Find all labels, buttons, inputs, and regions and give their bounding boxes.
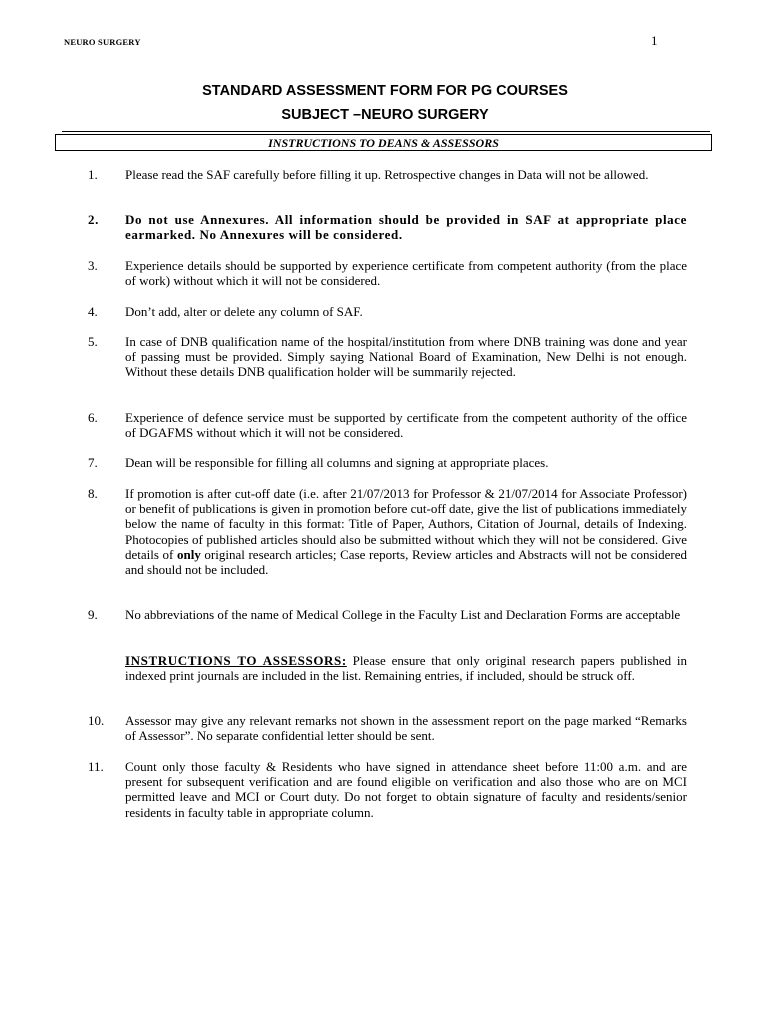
item-number: 5. bbox=[88, 334, 98, 349]
running-header: NEURO SURGERY bbox=[64, 37, 141, 47]
page-subtitle: SUBJECT –NEURO SURGERY bbox=[281, 107, 489, 123]
item-text: Assessor may give any relevant remarks not shown in the assessment report on the page marked “Remarks of Assessor”. No separate confidential letter should be sent. bbox=[125, 713, 687, 744]
assessors-instructions bbox=[125, 653, 687, 683]
item-number: 4. bbox=[88, 304, 98, 319]
instructions-heading: INSTRUCTIONS TO DEANS & ASSESSORS bbox=[55, 134, 712, 151]
item-text: Do not use Annexures. All information should be provided in SAF at appropriate place earmarked. No Annexures will be considered. bbox=[125, 212, 687, 243]
item-text: Dean will be responsible for filling all columns and signing at appropriate places. bbox=[125, 455, 549, 470]
item-number: 11. bbox=[88, 759, 104, 774]
item-number: 3. bbox=[88, 258, 98, 273]
item-number: 8. bbox=[88, 486, 98, 501]
item-number: 10. bbox=[88, 713, 105, 728]
item-number: 6. bbox=[88, 410, 98, 425]
emphasis-only: only bbox=[176, 546, 201, 562]
item-number: 1. bbox=[88, 167, 98, 182]
item-text: Don’t add, alter or delete any column of SAF. bbox=[125, 304, 363, 319]
item-number: 7. bbox=[88, 455, 98, 470]
item-number: 2. bbox=[88, 212, 99, 227]
title-rule bbox=[62, 131, 710, 132]
item-text: In case of DNB qualification name of the hospital/institution from where DNB training was done and year of passing must be provided. Simply saying National Board of Examination, New Delhi is not enough. Without these details DNB qualification holder will be summarily rejected. bbox=[125, 334, 687, 380]
item-text: No abbreviations of the name of Medical College in the Faculty List and Declaration Forms are acceptable bbox=[125, 607, 681, 622]
item-text: Experience details should be supported by experience certificate from competent authority (from the place of work) without which it will not be considered. bbox=[125, 258, 687, 289]
item-text: Please read the SAF carefully before filling it up. Retrospective changes in Data will not be allowed. bbox=[125, 167, 649, 182]
item-number: 9. bbox=[88, 607, 98, 622]
page-title: STANDARD ASSESSMENT FORM FOR PG COURSES bbox=[202, 83, 568, 99]
page-number: 1 bbox=[651, 33, 658, 48]
item-text: If promotion is after cut-off date (i.e. after 21/07/2013 for Professor & 21/07/2014 for Associate Professor) or benefit of publications is given in promotion before cut-off date, give the list of publications immediately below the name of faculty in this format: Title of Paper, Authors, Citation of Journal, details of Indexing. Photocopies of published articles should also be submitted without which they will not be considered. Give details of only original research articles; Case reports, Review articles and Abstracts will not be considered and should not be included. bbox=[125, 486, 688, 578]
assessors-text: Please ensure that only original research papers published in indexed print journals are included in the list. Remaining entries, if included, should be struck off. bbox=[125, 653, 687, 684]
item-text: Experience of defence service must be supported by certificate from the competent authority of the office of DGAFMS without which it will not be considered. bbox=[125, 410, 687, 441]
item-text: Count only those faculty & Residents who have signed in attendance sheet before 11:00 a.m. and are present for subsequent verification and are found eligible on verification and also those who are on MCI permitted leave and MCI or Court duty. Do not forget to obtain signature of faculty and residents/senior residents in faculty table in appropriate column. bbox=[125, 759, 687, 820]
assessors-label: INSTRUCTIONS TO ASSESSORS: bbox=[125, 653, 347, 668]
